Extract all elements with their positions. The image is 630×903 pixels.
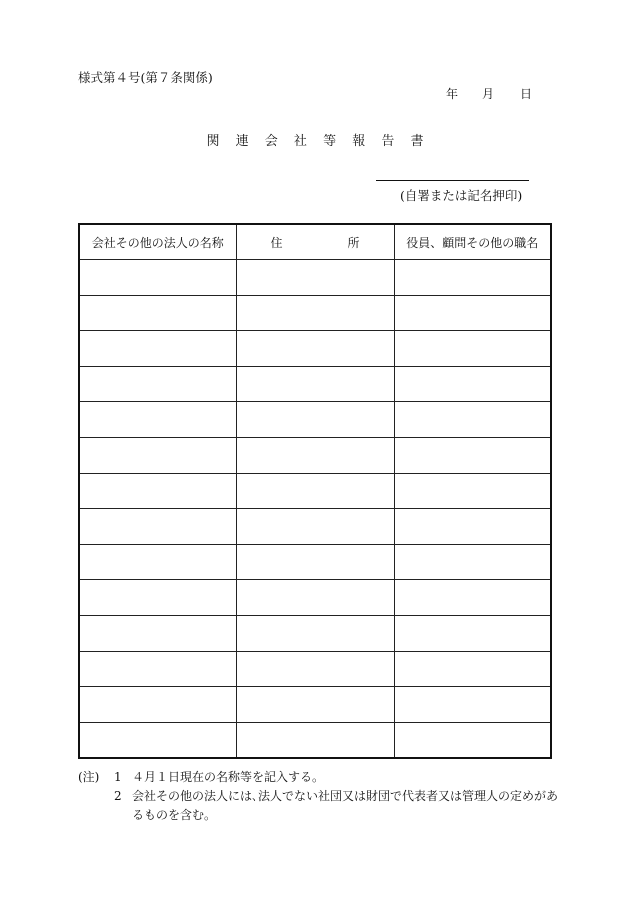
- note-number: 1: [114, 770, 122, 784]
- cell-position[interactable]: [394, 260, 551, 296]
- cell-name[interactable]: [79, 687, 236, 723]
- cell-position[interactable]: [394, 615, 551, 651]
- cell-name[interactable]: [79, 615, 236, 651]
- header-name: 会社その他の法人の名称: [79, 224, 236, 260]
- cell-address[interactable]: [236, 509, 394, 545]
- cell-position[interactable]: [394, 580, 551, 616]
- cell-address[interactable]: [236, 544, 394, 580]
- document-title: [0, 130, 630, 149]
- date-day: 日: [520, 87, 533, 101]
- cell-address[interactable]: [236, 722, 394, 758]
- cell-name[interactable]: [79, 437, 236, 473]
- table-header-row: [79, 224, 551, 260]
- notes-prefix: (注): [78, 770, 100, 784]
- cell-name[interactable]: [79, 366, 236, 402]
- title-char: 関: [206, 134, 220, 149]
- table-row: [79, 651, 551, 687]
- note-text: ４月１日現在の名称等を記入する。: [132, 770, 325, 784]
- cell-name[interactable]: [79, 544, 236, 580]
- header-position: 役員、顧問その他の職名: [394, 224, 551, 260]
- cell-name[interactable]: [79, 580, 236, 616]
- cell-address[interactable]: [236, 366, 394, 402]
- table-row: [79, 402, 551, 438]
- cell-position[interactable]: [394, 651, 551, 687]
- table-row: [79, 615, 551, 651]
- cell-address[interactable]: [236, 615, 394, 651]
- title-char: 連: [235, 134, 249, 149]
- cell-position[interactable]: [394, 544, 551, 580]
- report-table: [78, 223, 552, 759]
- table-row: [79, 473, 551, 509]
- cell-position[interactable]: [394, 509, 551, 545]
- cell-position[interactable]: [394, 437, 551, 473]
- notes: [78, 768, 558, 825]
- cell-name[interactable]: [79, 295, 236, 331]
- header-address: [236, 224, 394, 260]
- cell-name[interactable]: [79, 473, 236, 509]
- cell-name[interactable]: [79, 509, 236, 545]
- cell-name[interactable]: [79, 651, 236, 687]
- cell-position[interactable]: [394, 687, 551, 723]
- cell-address[interactable]: [236, 260, 394, 296]
- table-row: [79, 331, 551, 367]
- cell-position[interactable]: [394, 331, 551, 367]
- title-char: 社: [293, 134, 307, 149]
- date-month: 月: [482, 87, 495, 101]
- table-row: [79, 722, 551, 758]
- table-row: [79, 509, 551, 545]
- cell-address[interactable]: [236, 687, 394, 723]
- table-row: [79, 437, 551, 473]
- note-number: 2: [114, 789, 122, 803]
- table-row: [79, 580, 551, 616]
- table-row: [79, 295, 551, 331]
- cell-position[interactable]: [394, 473, 551, 509]
- header-address-left: 住: [270, 235, 283, 250]
- cell-address[interactable]: [236, 651, 394, 687]
- header-address-right: 所: [347, 235, 360, 250]
- table-row: [79, 260, 551, 296]
- date-line: [446, 85, 532, 102]
- table-row: [79, 366, 551, 402]
- cell-address[interactable]: [236, 580, 394, 616]
- cell-address[interactable]: [236, 473, 394, 509]
- title-char: 書: [410, 134, 424, 149]
- title-char: 告: [381, 134, 395, 149]
- signature-line[interactable]: [376, 180, 529, 181]
- table-row: [79, 544, 551, 580]
- title-char: 等: [323, 134, 337, 149]
- cell-address[interactable]: [236, 331, 394, 367]
- date-year: 年: [446, 87, 459, 101]
- cell-position[interactable]: [394, 402, 551, 438]
- signature-note: (自署または記名押印): [400, 188, 523, 203]
- cell-address[interactable]: [236, 437, 394, 473]
- cell-name[interactable]: [79, 331, 236, 367]
- table-row: [79, 687, 551, 723]
- cell-position[interactable]: [394, 366, 551, 402]
- cell-name[interactable]: [79, 402, 236, 438]
- cell-name[interactable]: [79, 722, 236, 758]
- cell-name[interactable]: [79, 260, 236, 296]
- title-char: 会: [264, 134, 278, 149]
- form-number: 様式第４号(第７条関係): [78, 70, 213, 85]
- cell-position[interactable]: [394, 722, 551, 758]
- cell-address[interactable]: [236, 402, 394, 438]
- title-char: 報: [352, 134, 366, 149]
- cell-address[interactable]: [236, 295, 394, 331]
- note-text: 会社その他の法人には､法人でない社団又は財団で代表者又は管理人の定めがあるものを含む。: [132, 789, 559, 822]
- cell-position[interactable]: [394, 295, 551, 331]
